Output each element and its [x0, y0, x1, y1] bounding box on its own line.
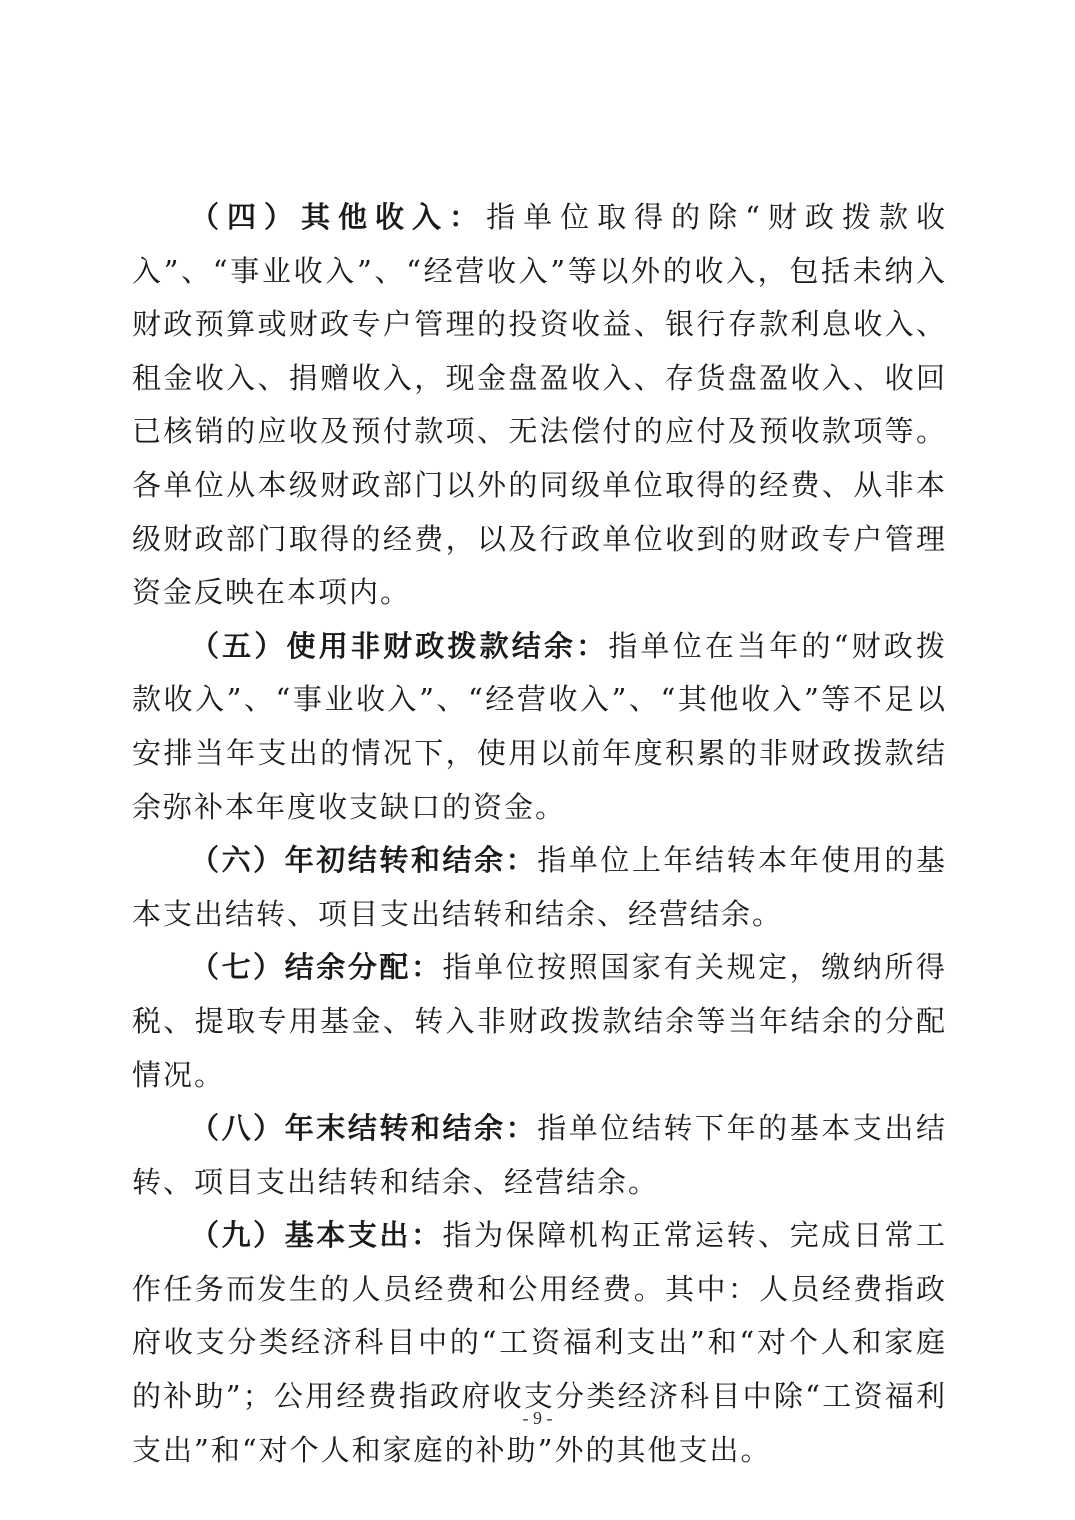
paragraph-term: （五）使用非财政拨款结余：: [190, 628, 609, 663]
paragraph-basic-expenditure: [132, 1209, 947, 1477]
paragraph-text: 指单位取得的除“财政拨款收入”、“事业收入”、“经营收入”等以外的收入，包括未纳入财政预算或财政专户管理的投资收益、银行存款利息收入、租金收入、捐赠收入，现金盘盈收入、存货盘盈收入、收回已核销的应收及预付款项、无法偿付的应付及预收款项等。各单位从本级财政部门以外的同级单位取得的经费、从非本级财政部门取得的经费，以及行政单位收到的财政专户管理资金反映在本项内。: [132, 200, 947, 610]
paragraph-closing-carryover: [132, 1102, 947, 1209]
paragraph-surplus-distribution: [132, 941, 947, 1102]
paragraph-text: 指为保障机构正常运转、完成日常工作任务而发生的人员经费和公用经费。其中：人员经费指政府收支分类经济科目中的“工资福利支出”和“对个人和家庭的补助”；公用经费指政府收支分类经济科目中除“工资福利支出”和“对个人和家庭的补助”外的其他支出。: [132, 1218, 947, 1467]
page-number: - 9 -: [522, 1408, 553, 1428]
paragraph-term: （八）年末结转和结余：: [190, 1111, 538, 1146]
paragraph-term: （四）其他收入：: [190, 200, 487, 234]
document-body: [132, 191, 947, 1477]
paragraph-text: 指单位按照国家有关规定，缴纳所得税、提取专用基金、转入非财政拨款结余等当年结余的分配情况。: [132, 950, 947, 1092]
paragraph-term: （九）基本支出：: [190, 1218, 443, 1253]
paragraph-text: 指单位在当年的“财政拨款收入”、“事业收入”、“经营收入”、“其他收入”等不足以安排当年支出的情况下，使用以前年度积累的非财政拨款结余弥补本年度收支缺口的资金。: [132, 628, 947, 824]
paragraph-term: （六）年初结转和结余：: [190, 843, 538, 878]
paragraph-opening-carryover: [132, 834, 947, 941]
paragraph-text: 指单位上年结转本年使用的基本支出结转、项目支出结转和结余、经营结余。: [132, 843, 947, 931]
paragraph-text: 指单位结转下年的基本支出结转、项目支出结转和结余、经营结余。: [132, 1111, 947, 1199]
paragraph-non-fiscal-balance-use: [132, 620, 947, 834]
paragraph-term: （七）结余分配：: [190, 950, 443, 985]
paragraph-other-income: [132, 191, 947, 620]
